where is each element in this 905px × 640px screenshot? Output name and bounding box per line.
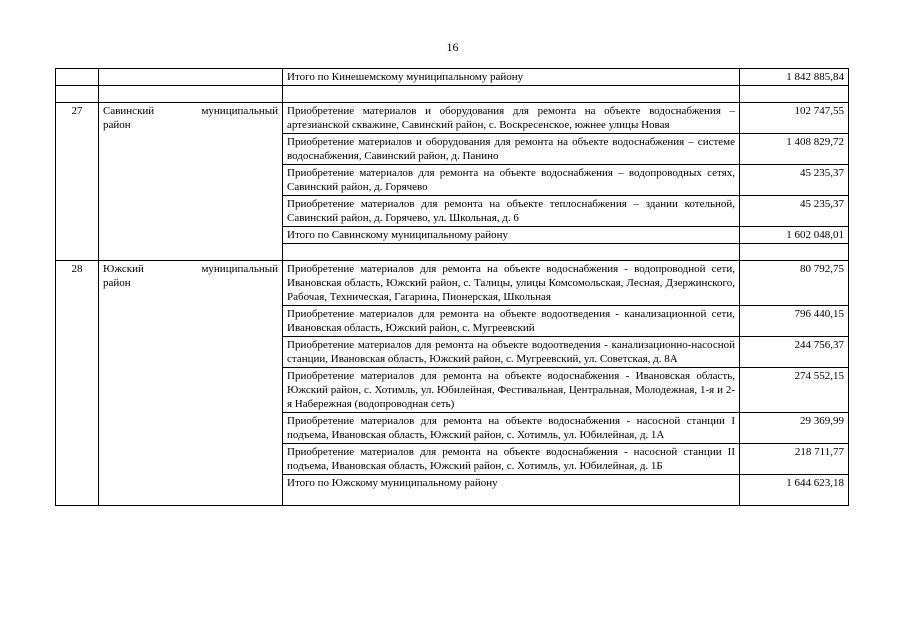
table-row bbox=[56, 103, 849, 134]
item-amount: 102 747,55 bbox=[740, 103, 849, 134]
item-description: Приобретение материалов для ремонта на объекте водоотведения - канализационно-насосной станции, Ивановская область, Южский район, с. Мугреевский, ул. Советская, д. 8А bbox=[283, 337, 740, 368]
page-number: 16 bbox=[446, 40, 459, 54]
budget-table bbox=[55, 68, 849, 506]
table-row bbox=[56, 69, 849, 86]
item-description: Приобретение материалов и оборудования для ремонта на объекте водоснабжения – артезианской скважине, Савинский район, с. Воскресенское, южнее улицы Новая bbox=[283, 103, 740, 134]
item-description: Приобретение материалов для ремонта на объекте теплоснабжения – здании котельной, Савинский район, д. Горячево, ул. Школьная, д. 6 bbox=[283, 196, 740, 227]
total-amount: 1 602 048,01 bbox=[740, 227, 849, 244]
item-description: Приобретение материалов для ремонта на объекте водоснабжения - Ивановская область, Южский район, с. Хотимль, ул. Юбилейная, Фестивальная, Центральная, Молодежная, 1-я и 2-я Набережная (водопроводная сеть) bbox=[283, 368, 740, 413]
item-amount: 80 792,75 bbox=[740, 261, 849, 306]
total-amount: 1 644 623,18 bbox=[740, 475, 849, 506]
row-number-cell: 27 bbox=[56, 103, 99, 261]
district-cell bbox=[99, 261, 283, 506]
table-row bbox=[56, 261, 849, 306]
item-description: Приобретение материалов для ремонта на объекте водоснабжения - насосной станции II подъема, Ивановская область, Южский район, с. Хотимль, ул. Юбилейная, д. 1Б bbox=[283, 444, 740, 475]
row-number-cell: 28 bbox=[56, 261, 99, 506]
total-label: Итого по Савинскому муниципальному району bbox=[283, 227, 740, 244]
item-amount: 274 552,15 bbox=[740, 368, 849, 413]
district-name: муниципальный bbox=[201, 263, 278, 275]
district-name: муниципальный bbox=[201, 105, 278, 117]
item-description: Приобретение материалов для ремонта на объекте водоснабжения - водопроводной сети, Ивановская область, Южский район, с. Талицы, улицы Комсомольская, Лесная, Дзержинского, Рабочая, Техническая, Гагарина, Пионерская, Школьная bbox=[283, 261, 740, 306]
spacer-row bbox=[56, 86, 849, 103]
district-name: Савинский bbox=[103, 105, 155, 117]
item-amount: 796 440,15 bbox=[740, 306, 849, 337]
item-amount: 45 235,37 bbox=[740, 165, 849, 196]
district-cell bbox=[99, 103, 283, 261]
district-cell bbox=[99, 69, 283, 86]
district-name: район bbox=[103, 277, 131, 289]
total-amount: 1 842 885,84 bbox=[740, 69, 849, 86]
district-name: Южский bbox=[103, 263, 144, 275]
item-description: Приобретение материалов для ремонта на объекте водоснабжения - насосной станции I подъема, Ивановская область, Южский район, с. Хотимль, ул. Юбилейная, д. 1А bbox=[283, 413, 740, 444]
total-label: Итого по Южскому муниципальному району bbox=[283, 475, 740, 506]
item-amount: 244 756,37 bbox=[740, 337, 849, 368]
item-amount: 1 408 829,72 bbox=[740, 134, 849, 165]
item-description: Приобретение материалов для ремонта на объекте водоотведения - канализационной сети, Ивановская область, Южский район, с. Мугреевский bbox=[283, 306, 740, 337]
item-description: Приобретение материалов для ремонта на объекте водоснабжения – водопроводных сетях, Савинский район, д. Горячево bbox=[283, 165, 740, 196]
item-amount: 45 235,37 bbox=[740, 196, 849, 227]
item-amount: 29 369,99 bbox=[740, 413, 849, 444]
total-label: Итого по Кинешемскому муниципальному району bbox=[283, 69, 740, 86]
item-amount: 218 711,77 bbox=[740, 444, 849, 475]
row-number-cell bbox=[56, 69, 99, 86]
district-name: район bbox=[103, 119, 131, 131]
item-description: Приобретение материалов и оборудования для ремонта на объекте водоснабжения – системе водоснабжения, Савинский район, д. Панино bbox=[283, 134, 740, 165]
